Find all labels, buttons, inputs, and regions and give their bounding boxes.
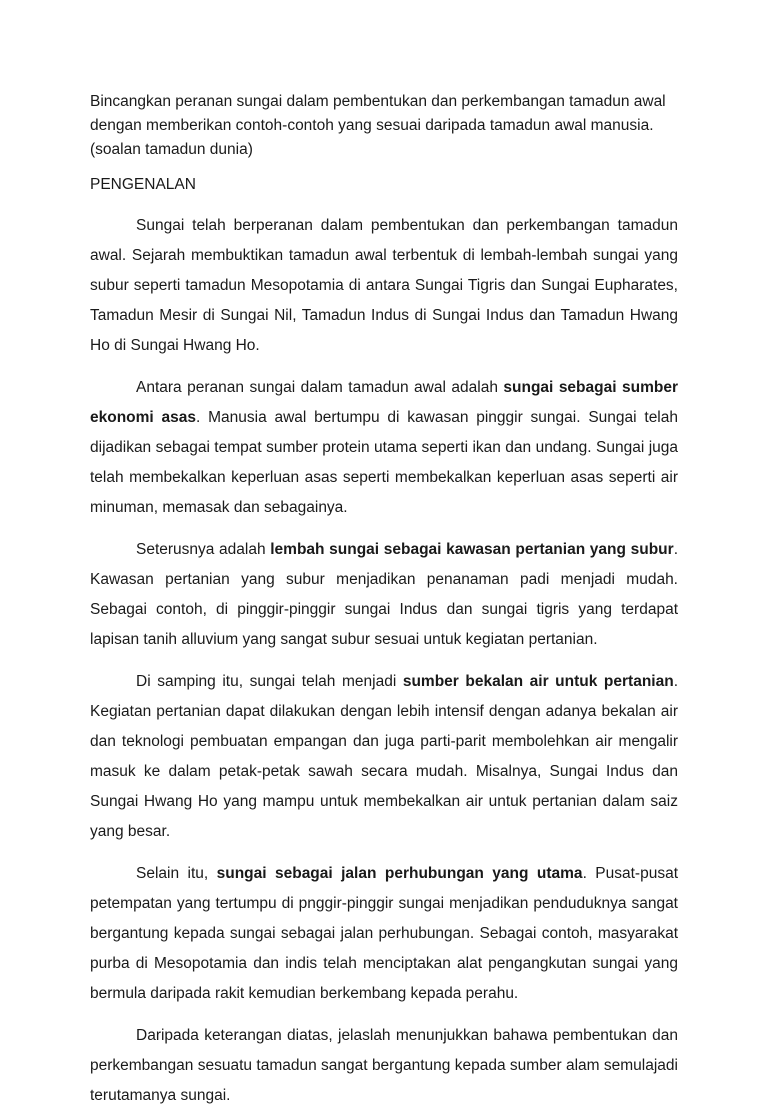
paragraph-text: . Pusat-pusat petempatan yang tertumpu di pnggir-pinggir sungai menjadikan penduduknya sangat bergantung kepada sungai sebagai jalan perhubungan. Sebagai contoh, masyarakat purba di Mesopotamia dan indis telah menciptakan alat pengangkutan sungai yang bermula daripada rakit kemudian berkembang kepada perahu. — [90, 865, 679, 1002]
paragraph-transport — [90, 859, 678, 1009]
section-heading: PENGENALAN — [90, 176, 196, 193]
paragraph-text: Antara peranan sungai dalam tamadun awal adalah — [136, 379, 504, 396]
paragraph-bold: sungai sebagai jalan perhubungan yang utama — [216, 865, 583, 882]
paragraph-text: Di samping itu, sungai telah menjadi — [136, 673, 403, 690]
paragraph-text: Selain itu, — [136, 865, 217, 882]
paragraph-bold: sungai sebagai sumber ekonomi asas — [90, 379, 678, 426]
paragraph-bold: lembah sungai sebagai kawasan pertanian yang subur — [270, 541, 674, 558]
paragraph-intro — [90, 211, 678, 361]
paragraph-text: Sungai telah berperanan dalam pembentukan dan perkembangan tamadun awal. Sejarah membuktikan tamadun awal terbentuk di lembah-lembah sungai yang subur seperti tamadun Mesopotamia di antara Sungai Tigris dan Sungai Eupharates, Tamadun Mesir di Sungai Nil, Tamadun Indus di Sungai Indus dan Tamadun Hwang Ho di Sungai Hwang Ho. — [90, 217, 678, 354]
paragraph-economy — [90, 373, 678, 523]
paragraph-text: . Manusia awal bertumpu di kawasan pinggir sungai. Sungai telah dijadikan sebagai tempat sumber protein utama seperti ikan dan undang. Sungai juga telah membekalkan keperluan asas seperti membekalkan keperluan asas seperti air minuman, memasak dan sebagainya. — [90, 409, 678, 516]
paragraph-text: Daripada keterangan diatas, jelaslah menunjukkan bahawa pembentukan dan perkembangan sesuatu tamadun sangat bergantung kepada sumber alam semulajadi terutamanya sungai. — [90, 1027, 678, 1104]
paragraph-text: Seterusnya adalah — [136, 541, 271, 558]
essay-question: Bincangkan peranan sungai dalam pembentukan dan perkembangan tamadun awal dengan memberikan contoh-contoh yang sesuai daripada tamadun awal manusia. (soalan tamadun dunia) — [90, 93, 666, 158]
paragraph-text: . Kegiatan pertanian dapat dilakukan dengan lebih intensif dengan adanya bekalan air dan teknologi pembuatan empangan dan juga parti-parit membolehkan air mengalir masuk ke dalam petak-petak sawah secara mudah. Misalnya, Sungai Indus dan Sungai Hwang Ho yang mampu untuk membekalkan air untuk pertanian dalam saiz yang besar. — [90, 673, 678, 840]
paragraph-water-supply — [90, 667, 678, 847]
paragraph-agriculture — [90, 535, 678, 655]
paragraph-text: . Kawasan pertanian yang subur menjadikan penanaman padi menjadi mudah. Sebagai contoh, di pinggir-pinggir sungai Indus dan sungai tigris yang terdapat lapisan tanih alluvium yang sangat subur sesuai untuk kegiatan pertanian. — [90, 541, 678, 648]
paragraph-conclusion — [90, 1021, 678, 1111]
paragraph-bold: sumber bekalan air untuk pertanian — [402, 673, 674, 690]
